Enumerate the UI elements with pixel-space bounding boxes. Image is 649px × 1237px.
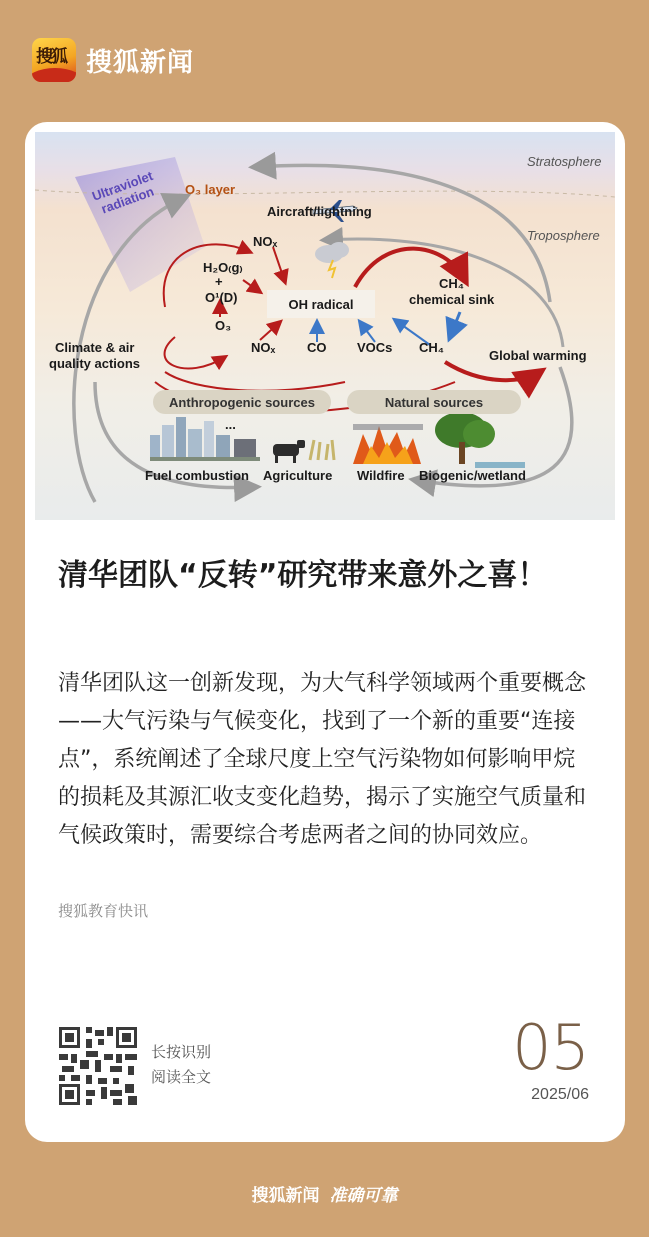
label-h2o: H₂O₍g₎ [203, 260, 243, 275]
app-header [32, 38, 194, 82]
label-plus: + [215, 274, 223, 289]
label-global-warming: Global warming [489, 348, 587, 363]
label-co: CO [307, 340, 327, 355]
label-chemical-sink: chemical sink [409, 292, 495, 307]
label-wildfire: Wildfire [357, 468, 405, 483]
article-source: 搜狐教育快讯 [58, 902, 149, 920]
qr-hint [151, 1040, 211, 1090]
date-year-month: 2025/06 [531, 1086, 589, 1103]
label-aircraft: Aircraft/lightning [267, 204, 372, 219]
atmosphere-diagram [35, 132, 615, 520]
label-o1d: O¹(D) [205, 290, 238, 305]
footer-slogan: 准确可靠 [329, 1186, 398, 1206]
brand-name: 搜狐新闻 [86, 47, 195, 78]
news-card[interactable] [25, 122, 625, 1142]
oh-radical-box: OH radical [267, 290, 375, 318]
label-vocs: VOCs [357, 340, 393, 355]
label-biogenic: Biogenic/wetland [419, 468, 526, 483]
article-title[interactable]: 清华团队“反转”研究带来意外之喜！ [58, 558, 548, 593]
label-ch4-top: CH₄ [439, 276, 464, 291]
label-nox: NOₓ [251, 340, 276, 355]
label-ch4: CH₄ [419, 340, 444, 355]
label-fuel: Fuel combustion [145, 468, 249, 483]
label-climate: Climate & air [55, 340, 135, 355]
label-o3: O₃ [215, 318, 232, 333]
article-summary: 清华团队这一创新发现，为大气科学领域两个重要概念——大气污染与气候变化，找到了一个新的重要“连接点”，系统阐述了全球尺度上空气污染物如何影响甲烷的损耗及其源汇收支变化趋势，揭示了实施空气质量和气候政策时，需要综合考虑两者之间的协同效应。 [58, 671, 587, 848]
date-day: 05 [512, 1011, 589, 1084]
label-stratosphere: Stratosphere [527, 154, 602, 169]
label-agriculture: Agriculture [263, 468, 333, 483]
label-nox-top: NOₓ [253, 234, 278, 249]
qr-hint-line2: 阅读全文 [151, 1068, 212, 1086]
qr-code-icon[interactable] [59, 1027, 137, 1105]
footer-brand: 搜狐新闻 [251, 1186, 320, 1206]
label-uv: Ultraviolet radiation [89, 168, 156, 217]
natural-sources-pill: Natural sources [347, 390, 521, 414]
label-climate-2: quality actions [49, 356, 141, 371]
label-o3-layer: O₃ layer [185, 182, 236, 197]
sohu-logo-icon [32, 38, 76, 82]
qr-hint-line1: 长按识别 [151, 1043, 212, 1061]
footer [0, 1181, 649, 1206]
label-dots: ... [225, 417, 236, 432]
label-troposphere: Troposphere [527, 228, 600, 243]
logo-glyph: 搜狐 [36, 47, 66, 67]
anthropogenic-sources-pill: Anthropogenic sources [153, 390, 331, 414]
